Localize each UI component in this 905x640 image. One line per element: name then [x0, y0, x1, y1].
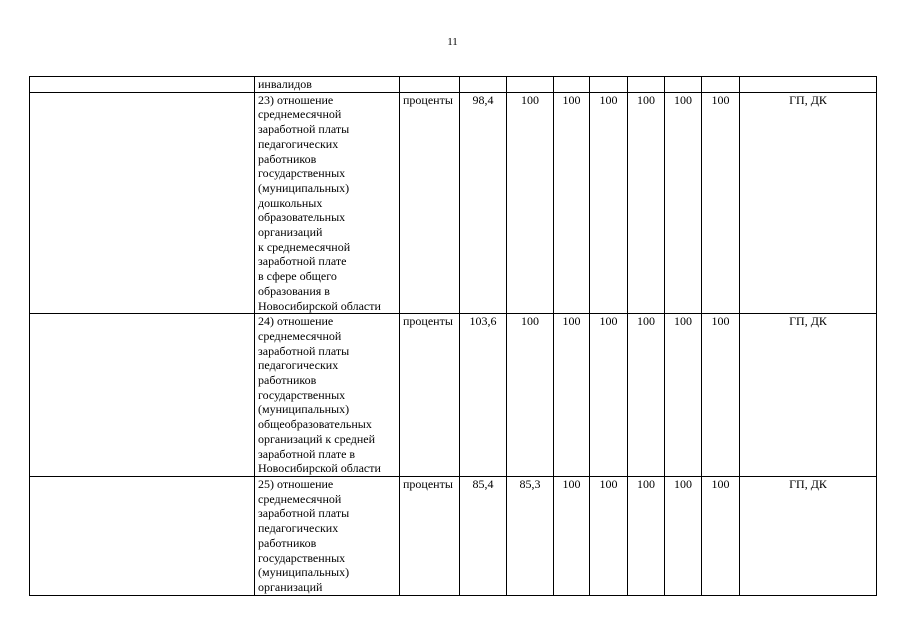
indicator-unit: проценты	[400, 92, 460, 314]
table-row	[30, 314, 877, 477]
value-cell: 100	[590, 92, 628, 314]
value-cell: 103,6	[460, 314, 507, 477]
empty-cell	[554, 77, 590, 93]
empty-cell	[740, 77, 877, 93]
value-cell: 100	[507, 92, 554, 314]
value-cell: 100	[702, 92, 740, 314]
value-cell: 98,4	[460, 92, 507, 314]
value-cell: 100	[702, 476, 740, 595]
empty-cell	[30, 92, 255, 314]
value-cell: 100	[554, 476, 590, 595]
indicator-description: инвалидов	[255, 77, 400, 93]
table-row	[30, 476, 877, 595]
value-cell: 100	[554, 314, 590, 477]
value-cell: 100	[507, 314, 554, 477]
indicator-description: 25) отношение среднемесячной заработной платы педагогических работников государственных (муниципальных) организаций	[255, 476, 400, 595]
empty-cell	[400, 77, 460, 93]
value-cell: 100	[665, 314, 702, 477]
value-cell: 100	[628, 476, 665, 595]
empty-cell	[460, 77, 507, 93]
empty-cell	[628, 77, 665, 93]
responsible-cell: ГП, ДК	[740, 476, 877, 595]
value-cell: 100	[665, 476, 702, 595]
indicator-unit: проценты	[400, 314, 460, 477]
value-cell: 100	[702, 314, 740, 477]
table-row	[30, 77, 877, 93]
value-cell: 100	[554, 92, 590, 314]
empty-cell	[30, 77, 255, 93]
page-number: 11	[447, 36, 458, 48]
indicator-unit: проценты	[400, 476, 460, 595]
value-cell: 85,4	[460, 476, 507, 595]
indicator-description: 24) отношение среднемесячной заработной платы педагогических работников государственных (муниципальных) общеобразовательных организаций к средней заработной плате в Новосибирской области	[255, 314, 400, 477]
responsible-cell: ГП, ДК	[740, 314, 877, 477]
empty-cell	[665, 77, 702, 93]
empty-cell	[30, 314, 255, 477]
table-row	[30, 92, 877, 314]
value-cell: 100	[590, 476, 628, 595]
value-cell: 100	[628, 314, 665, 477]
indicators-table	[29, 76, 877, 596]
value-cell: 100	[590, 314, 628, 477]
responsible-cell: ГП, ДК	[740, 92, 877, 314]
value-cell: 100	[628, 92, 665, 314]
empty-cell	[590, 77, 628, 93]
indicator-description: 23) отношение среднемесячной заработной платы педагогических работников государственных (муниципальных) дошкольных образовательных организаций к среднемесячной заработной плате в сфере общего образования в Новосибирской области	[255, 92, 400, 314]
value-cell: 85,3	[507, 476, 554, 595]
empty-cell	[702, 77, 740, 93]
empty-cell	[507, 77, 554, 93]
value-cell: 100	[665, 92, 702, 314]
empty-cell	[30, 476, 255, 595]
